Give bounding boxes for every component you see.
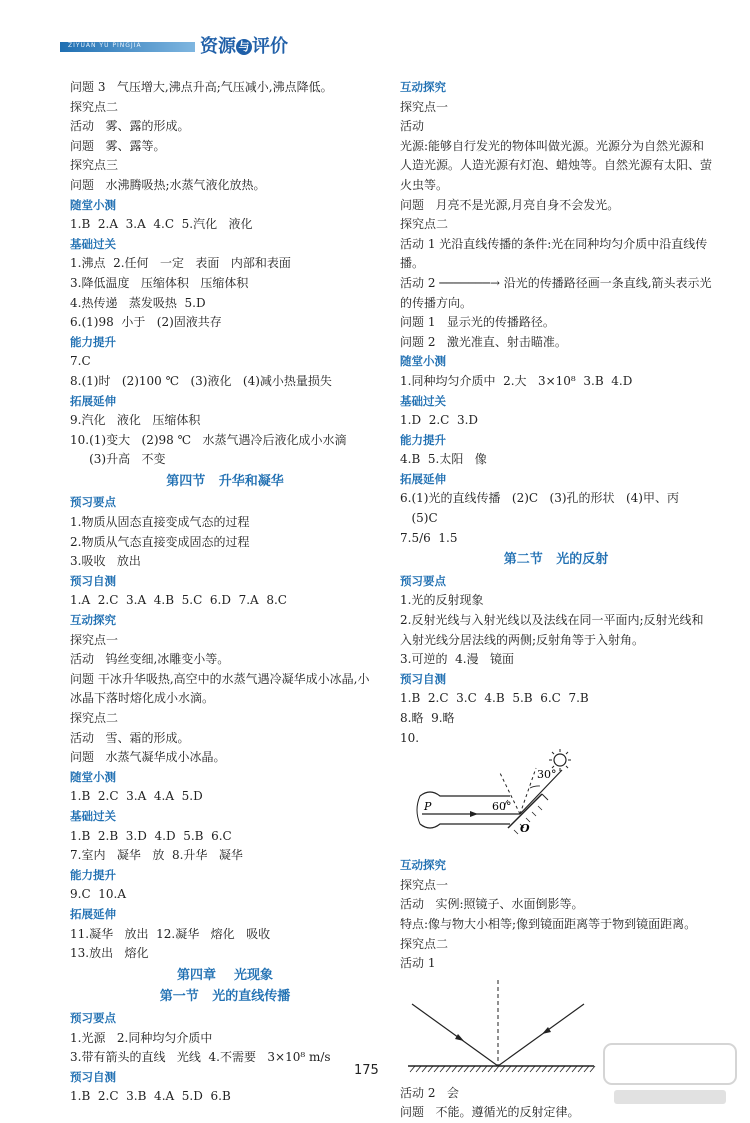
answer-line: 问题 月亮不是光源,月亮自身不会发光。: [400, 197, 620, 212]
answer-line: 1.B 2.C 3.A 4.A 5.D: [70, 789, 203, 804]
section-heading: 随堂小测: [70, 197, 116, 212]
section-heading: 能力提升: [70, 867, 116, 882]
answer-line: 活动 实例:照镜子、水面倒影等。: [400, 897, 584, 912]
answer-line: 探究点二: [400, 217, 449, 232]
header-title-left: 资源: [200, 36, 236, 57]
answer-line: 问题 不能。遵循光的反射定律。: [400, 1105, 580, 1120]
answer-line: 4.热传递 蒸发吸热 5.D: [70, 295, 206, 310]
answer-line: 3.可逆的 4.漫 镜面: [400, 652, 514, 667]
answer-line: 探究点二: [70, 711, 119, 725]
answer-line: 探究点二: [400, 936, 449, 951]
answer-line: 1.D 2.C 3.D: [400, 413, 479, 428]
figure-10-svg: [400, 748, 700, 856]
section-heading: 预习自测: [400, 671, 446, 686]
answer-line: 7.5/6 1.5: [400, 530, 458, 545]
answer-line: 3.吸收 放出: [70, 554, 141, 569]
section-heading: 预习要点: [400, 573, 446, 588]
answer-line: 活动 钨丝变细,冰雕变小等。: [70, 652, 230, 667]
section-heading: 互动探究: [400, 80, 446, 94]
answer-line: 11.凝华 放出 12.凝华 熔化 吸收: [70, 926, 271, 941]
section-heading: 基础过关: [70, 236, 116, 251]
answer-line: 2.反射光线与入射光线以及法线在同一平面内;反射光线和入射光线分居法线的两侧;反射角等于入射角。: [400, 613, 704, 647]
answer-line: 4.B 5.太阳 像: [400, 452, 487, 467]
answer-line: 活动 1: [400, 956, 436, 971]
answer-line: 探究点一: [400, 877, 449, 892]
answer-line: 1.A 2.C 3.A 4.B 5.C 6.D 7.A 8.C: [70, 593, 287, 608]
section-heading: 能力提升: [70, 334, 116, 349]
answer-line: 13.放出 熔化: [70, 946, 149, 961]
answer-line: 9.C 10.A: [70, 887, 127, 902]
answer-line: 10.: [400, 730, 420, 745]
fig10-angle-top: 30°: [537, 768, 557, 782]
chapter-title: 第四章 光现象: [176, 967, 274, 983]
answer-line: 7.C: [70, 354, 91, 369]
section-heading: 拓展延伸: [400, 471, 446, 486]
header-strip-text: ZIYUAN YU PINGJIA: [68, 42, 142, 49]
answer-line: 1.B 2.C 3.C 4.B 5.B 6.C 7.B: [400, 691, 589, 706]
answer-line: 问题 水沸腾吸热;水蒸气液化放热。: [70, 177, 266, 192]
chapter-title: 第一节 光的直线传播: [159, 989, 291, 1005]
answer-line: 1.光的反射现象: [400, 593, 484, 608]
answer-line: 1.B 2.B 3.D 4.D 5.B 6.C: [70, 828, 232, 843]
answer-line: 活动: [400, 119, 425, 134]
answer-line: 探究点三: [70, 158, 119, 173]
answer-line: 光源:能够自行发光的物体叫做光源。光源分为自然光源和人造光源。人造光源有灯泡、蜡烛等。自然光源有太阳、萤火虫等。: [400, 138, 713, 192]
header-title-right: 评价: [252, 36, 288, 57]
answer-line: 问题 3 气压增大,沸点升高;气压减小,沸点降低。: [70, 80, 333, 94]
figure-10-reflection: [400, 748, 700, 856]
answer-line: 活动 2 会: [400, 1085, 459, 1100]
answer-line: 1.沸点 2.任何 一定 表面 内部和表面: [70, 256, 291, 271]
section-heading: 预习要点: [70, 1010, 116, 1025]
left-column: [70, 78, 380, 1107]
answer-line: 3.降低温度 压缩体积 压缩体积: [70, 275, 249, 290]
fig10-angle-left: 60°: [492, 800, 512, 814]
page-header: [60, 30, 288, 57]
section-heading: 能力提升: [400, 432, 446, 447]
section-heading: 随堂小测: [400, 354, 446, 369]
answer-line: 6.(1)光的直线传播 (2)C (3)孔的形状 (4)甲、丙: [400, 491, 679, 506]
answer-line: 1.光源 2.同种均匀介质中: [70, 1030, 213, 1045]
section-heading: 随堂小测: [70, 769, 116, 784]
answer-line: 探究点一: [400, 99, 449, 114]
section-heading: 互动探究: [400, 858, 446, 873]
header-title-mid: 与: [236, 39, 252, 55]
answer-line: 6.(1)98 小于 (2)固液共存: [70, 315, 222, 330]
chapter-title: 第四节 升华和凝华: [166, 473, 284, 489]
section-heading: 拓展延伸: [70, 906, 116, 921]
answer-line: (3)升高 不变: [70, 452, 166, 467]
section-heading: 预习要点: [70, 495, 116, 510]
answer-line: 问题 干冰升华吸热,高空中的水蒸气遇冷凝华成小冰晶,小冰晶下落时熔化成小水滴。: [70, 671, 370, 706]
section-heading: 互动探究: [70, 613, 116, 628]
right-column: [400, 78, 712, 1123]
section-heading: 基础过关: [70, 808, 116, 823]
answer-line: 探究点一: [70, 632, 119, 647]
answer-line: 问题 雾、露等。: [70, 138, 166, 153]
section-heading: 拓展延伸: [70, 393, 116, 408]
answer-line: 8.略 9.略: [400, 711, 455, 725]
answer-line: 活动 1 光沿直线传播的条件:光在同种均匀介质中沿直线传播。: [400, 236, 708, 271]
answer-line: 1.B 2.C 3.B 4.A 5.D 6.B: [70, 1089, 231, 1104]
answer-line: 7.室内 凝华 放 8.升华 凝华: [70, 848, 243, 863]
section-heading: 预习自测: [70, 1069, 116, 1084]
answer-line: 1.物质从固态直接变成气态的过程: [70, 515, 250, 530]
answer-line: 问题 1 显示光的传播路径。: [400, 315, 555, 330]
answer-line: (5)C: [400, 511, 438, 526]
answer-line: 活动 2 ───────→ 沿光的传播路径画一条直线,箭头表示光的传播方向。: [400, 275, 712, 310]
section-heading: 预习自测: [70, 573, 116, 588]
watermark-logo: [600, 1040, 740, 1110]
header-title: [200, 32, 288, 58]
answer-line: 8.(1)时 (2)100 ℃ (3)液化 (4)减小热量损失: [70, 373, 332, 388]
answer-line: 2.物质从气态直接变成固态的过程: [70, 534, 250, 549]
fig10-label-o: O: [520, 822, 530, 836]
answer-line: 活动 雪、霜的形成。: [70, 730, 190, 745]
page-number: 175: [354, 1063, 379, 1078]
answer-line: 问题 2 激光准直、射击瞄准。: [400, 334, 567, 349]
answer-line: 9.汽化 液化 压缩体积: [70, 413, 201, 428]
chapter-title: 第二节 光的反射: [503, 552, 609, 568]
answer-line: 特点:像与物大小相等;像到镜面距离等于物到镜面距离。: [400, 916, 697, 931]
answer-line: 10.(1)变大 (2)98 ℃ 水蒸气遇冷后液化成小水滴: [70, 432, 347, 447]
answer-line: 活动 雾、露的形成。: [70, 119, 190, 134]
answer-line: 问题 水蒸气凝华成小冰晶。: [70, 750, 226, 765]
answer-line: 1.同种均匀介质中 2.大 3×10⁸ 3.B 4.D: [400, 373, 633, 388]
answer-line: 3.带有箭头的直线 光线 4.不需要 3×10⁸ m/s: [70, 1050, 331, 1065]
fig10-label-p: P: [424, 800, 432, 814]
answer-line: 探究点二: [70, 99, 119, 114]
answer-line: 1.B 2.A 3.A 4.C 5.汽化 液化: [70, 217, 253, 232]
section-heading: 基础过关: [400, 393, 446, 408]
